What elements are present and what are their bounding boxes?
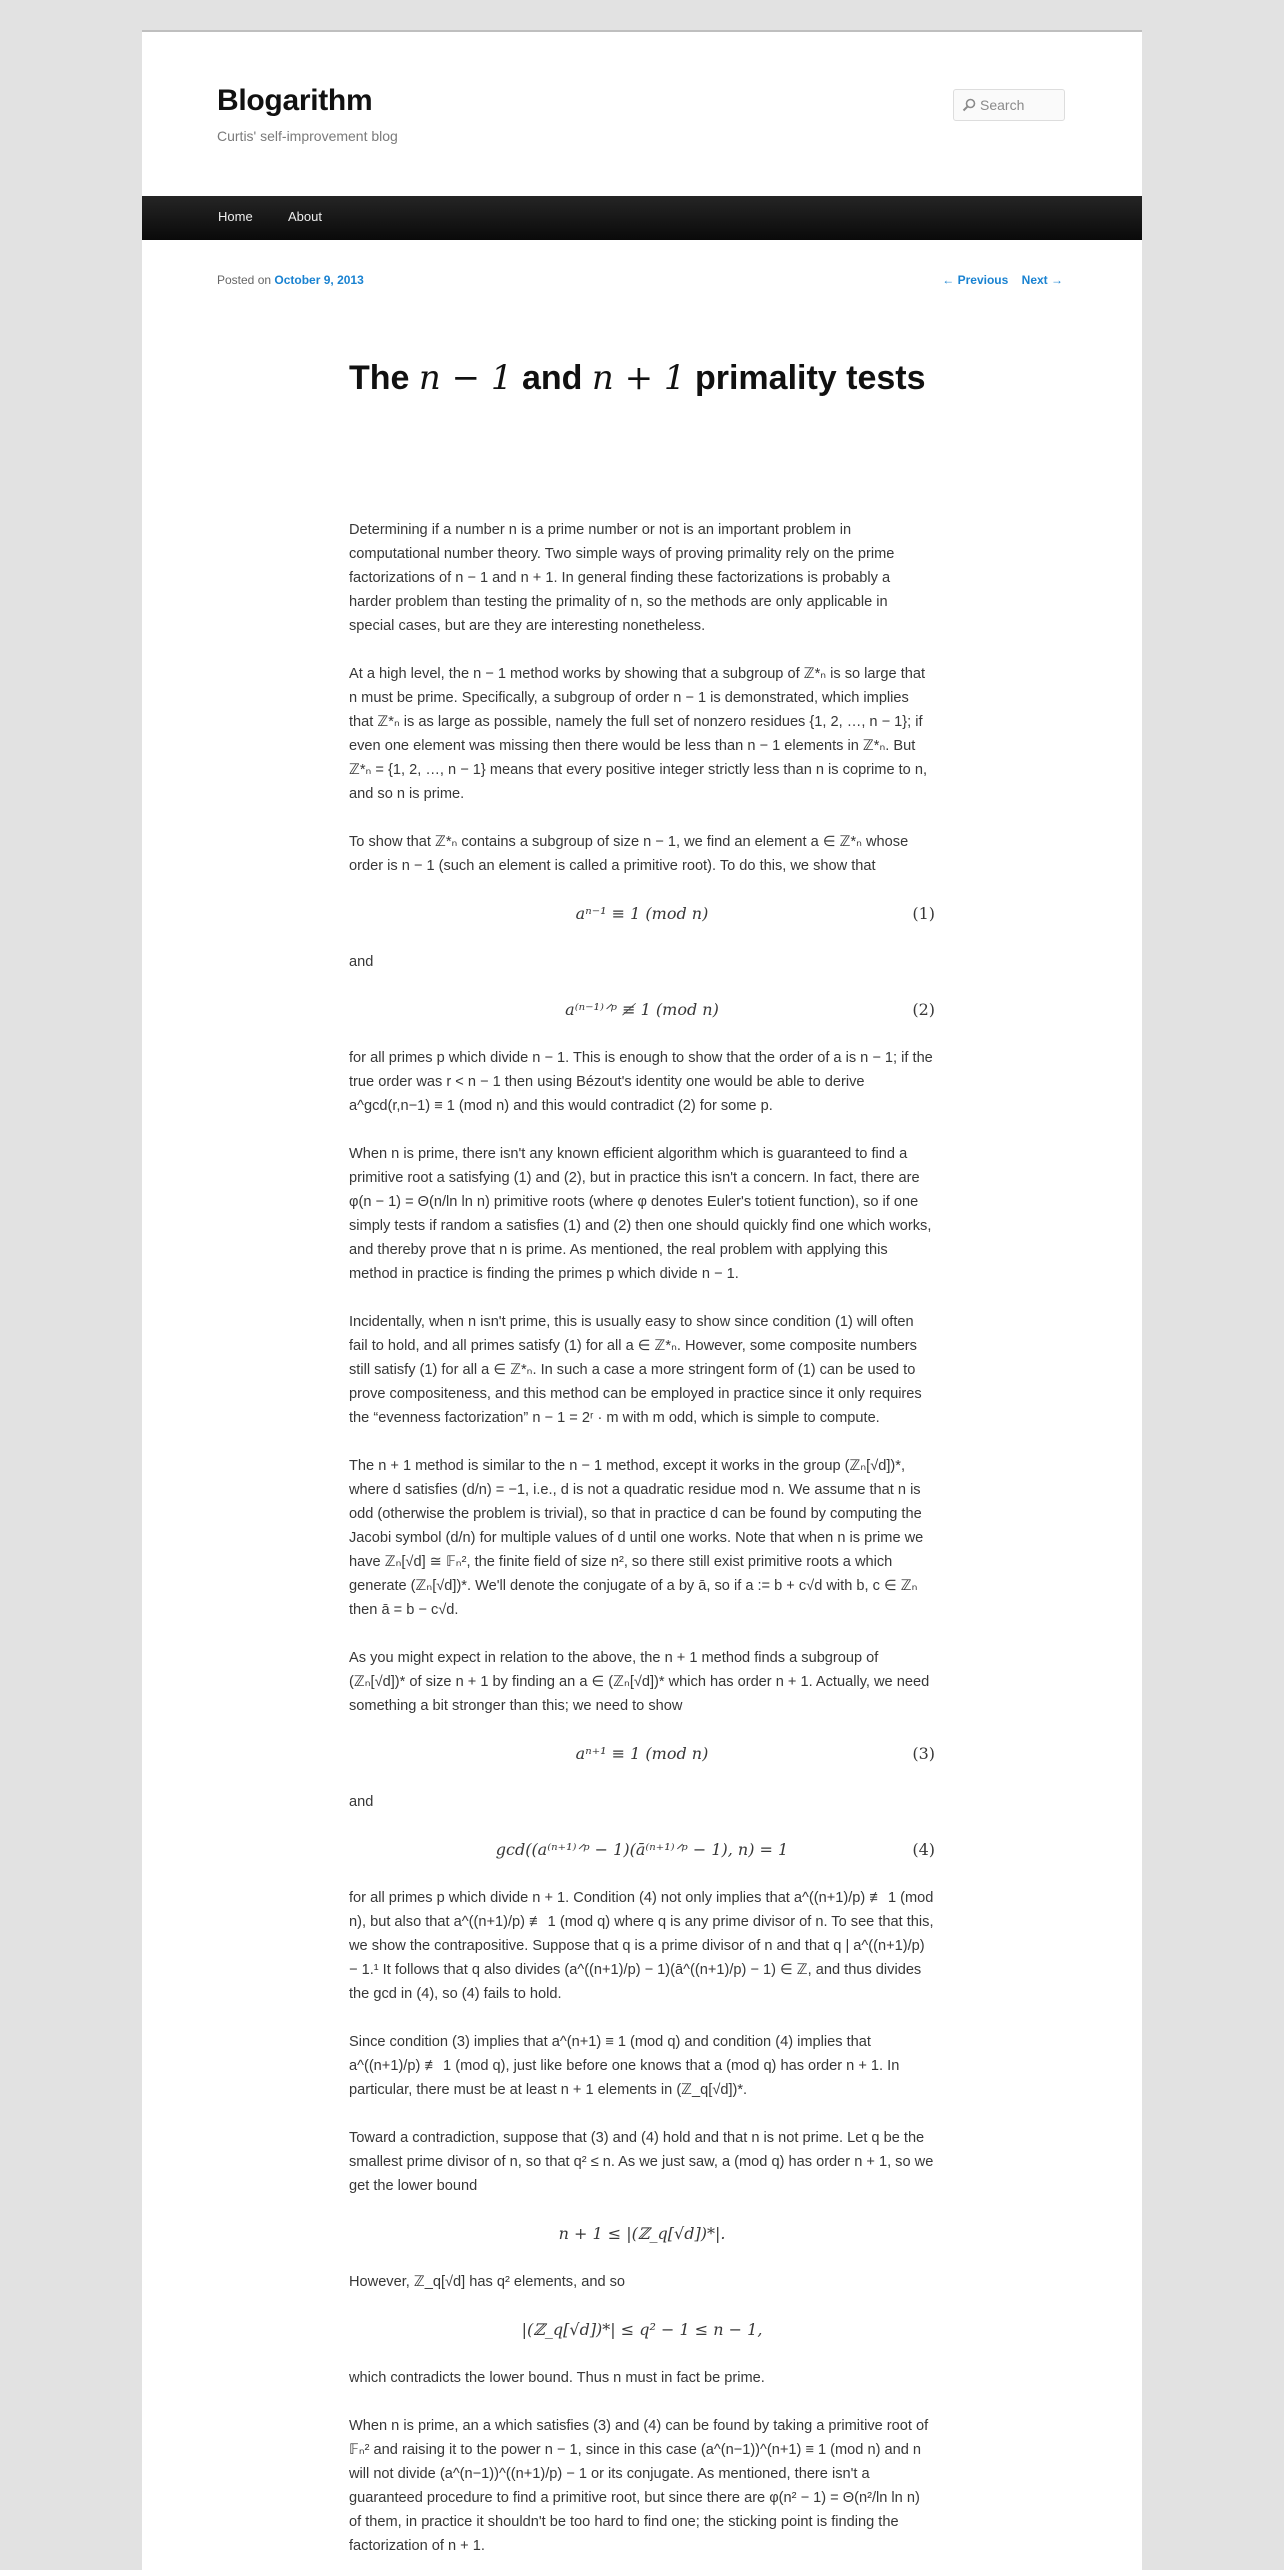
paragraph: and: [349, 954, 374, 970]
equation: [349, 2222, 935, 2246]
posted-on-label: Posted on: [217, 273, 272, 287]
paragraph: When n is prime, an a which satisfies (3) and (4) can be found by taking a primitive root of 𝔽ₙ² and raising it to the power n − 1, since in this case (a^(n−1))^(n+1) ≡ 1 (mod n) and n will not divide (a^(n−1))^((n+1)/p) − 1 or its conjugate. As mentioned, there isn't a guaranteed procedure to find a primitive root, but since there are φ(n² − 1) = Θ(n²/ln ln n) of them, in practice it shouldn't be too hard to find one; the sticking point is finding the factorization of n + 1.: [349, 2418, 929, 2554]
previous-post-link[interactable]: ← Previous: [942, 273, 1009, 287]
post-title-text: and: [512, 359, 592, 397]
search-input[interactable]: [980, 95, 1060, 115]
post-title-text: primality tests: [685, 359, 926, 397]
paragraph: Incidentally, when n isn't prime, this is usually easy to show since condition (1) will often fail to hold, and all primes satisfy (1) for all a ∈ ℤ*ₙ. However, some composite numbers still satisfy (1) for all a ∈ ℤ*ₙ. In such a case a more stringent form of (1) can be used to prove compositeness, and this method can be employed in practice since it only requires the “evenness factorization” n − 1 = 2ʳ · m with m odd, which is simple to compute.: [349, 1314, 922, 1426]
search-icon: [962, 98, 976, 112]
equation-body: a⁽ⁿ⁻¹⁾ᐟᵖ ≢ 1 (mod n): [565, 1000, 719, 1019]
posted-on: [217, 273, 364, 287]
post-title-math: n + 1: [591, 358, 686, 398]
post-content: [349, 518, 935, 2570]
site-title[interactable]: Blogarithm: [217, 84, 373, 117]
paragraph: As you might expect in relation to the above, the n + 1 method finds a subgroup of (ℤₙ[√d])* of size n + 1 by finding an a ∈ (ℤₙ[√d])* which has order n + 1. Actually, we need something a bit stronger than this; we need to show: [349, 1650, 930, 1714]
equation-number: (3): [912, 1744, 935, 1763]
equation-body: gcd((a⁽ⁿ⁺¹⁾ᐟᵖ − 1)(ā⁽ⁿ⁺¹⁾ᐟᵖ − 1), n) = 1: [495, 1840, 789, 1859]
paragraph: for all primes p which divide n + 1. Condition (4) not only implies that a^((n+1)/p) ≢ 1 (mod n), but also that a^((n+1)/p) ≢ 1 (mod q) where q is any prime divisor of n. To see that this, we show the contrapositive. Suppose that q is a prime divisor of n and that q | a^((n+1)/p) − 1.¹ It follows that q also divides (a^((n+1)/p) − 1)(ā^((n+1)/p) − 1) ∈ ℤ, and thus divides the gcd in (4), so (4) fails to hold.: [349, 1890, 934, 2002]
next-post-link[interactable]: Next →: [1021, 273, 1063, 287]
site-description: Curtis' self-improvement blog: [217, 128, 398, 144]
post-date-link[interactable]: October 9, 2013: [274, 273, 364, 287]
paragraph: At a high level, the n − 1 method works by showing that a subgroup of ℤ*ₙ is so large that n must be prime. Specifically, a subgroup of order n − 1 is demonstrated, which implies that ℤ*ₙ is as large as possible, namely the full set of nonzero residues {1, 2, …, n − 1}; if even one element was missing then there would be less than n − 1 elements in ℤ*ₙ. But ℤ*ₙ = {1, 2, …, n − 1} means that every positive integer strictly less than n is coprime to n, and so n is prime.: [349, 666, 928, 802]
main-navigation: [142, 196, 1142, 240]
post-title-math: n − 1: [418, 358, 513, 398]
paragraph: When n is prime, there isn't any known efficient algorithm which is guaranteed to find a primitive root a satisfying (1) and (2), but in practice this isn't a concern. In fact, there are φ(n − 1) = Θ(n/ln ln n) primitive roots (where φ denotes Euler's totient function), so if one simply tests if random a satisfies (1) and (2) then one should quickly find one which works, and thereby prove that n is prime. As mentioned, the real problem with applying this method in practice is finding the primes p which divide n − 1.: [349, 1146, 932, 1282]
equation: [349, 2318, 935, 2342]
post-navigation: [942, 273, 1063, 287]
equation-number: (4): [912, 1840, 935, 1859]
equation-body: n + 1 ≤ |(ℤ_q[√d])*|.: [558, 2224, 726, 2243]
paragraph: which contradicts the lower bound. Thus n must in fact be prime.: [349, 2370, 765, 2386]
equation-body: aⁿ⁻¹ ≡ 1 (mod n): [575, 904, 709, 923]
equation-number: (1): [912, 904, 935, 923]
paragraph: To show that ℤ*ₙ contains a subgroup of size n − 1, we find an element a ∈ ℤ*ₙ whose order is n − 1 (such an element is called a primitive root). To do this, we show that: [349, 834, 909, 874]
page: [142, 30, 1142, 2570]
equation-body: |(ℤ_q[√d])*| ≤ q² − 1 ≤ n − 1,: [521, 2320, 763, 2339]
paragraph: However, ℤ_q[√d] has q² elements, and so: [349, 2274, 626, 2290]
paragraph: Toward a contradiction, suppose that (3) and (4) hold and that n is not prime. Let q be the smallest prime divisor of n, so that q² ≤ n. As we just saw, a (mod q) has order n + 1, so we get the lower bound: [349, 2130, 934, 2194]
nav-home[interactable]: Home: [218, 209, 253, 224]
post-title-text: The: [349, 359, 419, 397]
paragraph: The n + 1 method is similar to the n − 1 method, except it works in the group (ℤₙ[√d])*, where d satisfies (d/n) = −1, i.e., d is not a quadratic residue mod n. We assume that n is odd (otherwise the problem is trivial), so that in practice d can be found by computing the Jacobi symbol (d/n) for multiple values of d until one works. Note that when n is prime we have ℤₙ[√d] ≅ 𝔽ₙ², the finite field of size n², so there still exist primitive roots a which generate (ℤₙ[√d])*. We'll denote the conjugate of a by ā, so if a := b + c√d with b, c ∈ ℤₙ then ā = b − c√d.: [349, 1458, 924, 1618]
equation: [349, 1838, 935, 1862]
equation-number: (2): [912, 1000, 935, 1019]
paragraph: and: [349, 1794, 374, 1810]
paragraph: Since condition (3) implies that a^(n+1) ≡ 1 (mod q) and condition (4) implies that a^((n+1)/p) ≢ 1 (mod q), just like before one knows that a (mod q) has order n + 1. In particular, there must be at least n + 1 elements in (ℤ_q[√d])*.: [349, 2034, 900, 2098]
paragraph: for all primes p which divide n − 1. This is enough to show that the order of a is n − 1; if the true order was r < n − 1 then using Bézout's identity one would be able to derive a^gcd(r,n−1) ≡ 1 (mod n) and this would contradict (2) for some p.: [349, 1050, 933, 1114]
equation-body: aⁿ⁺¹ ≡ 1 (mod n): [575, 1744, 709, 1763]
paragraph: Determining if a number n is a prime number or not is an important problem in computational number theory. Two simple ways of proving primality rely on the prime factorizations of n − 1 and n + 1. In general finding these factorizations is probably a harder problem than testing the primality of n, so the methods are only applicable in special cases, but are they are interesting nonetheless.: [349, 522, 895, 634]
equation: [349, 998, 935, 1022]
equation: [349, 902, 935, 926]
equation: [349, 1742, 935, 1766]
nav-about[interactable]: About: [288, 209, 322, 224]
search-box[interactable]: [953, 89, 1065, 121]
post-title: [349, 354, 949, 403]
